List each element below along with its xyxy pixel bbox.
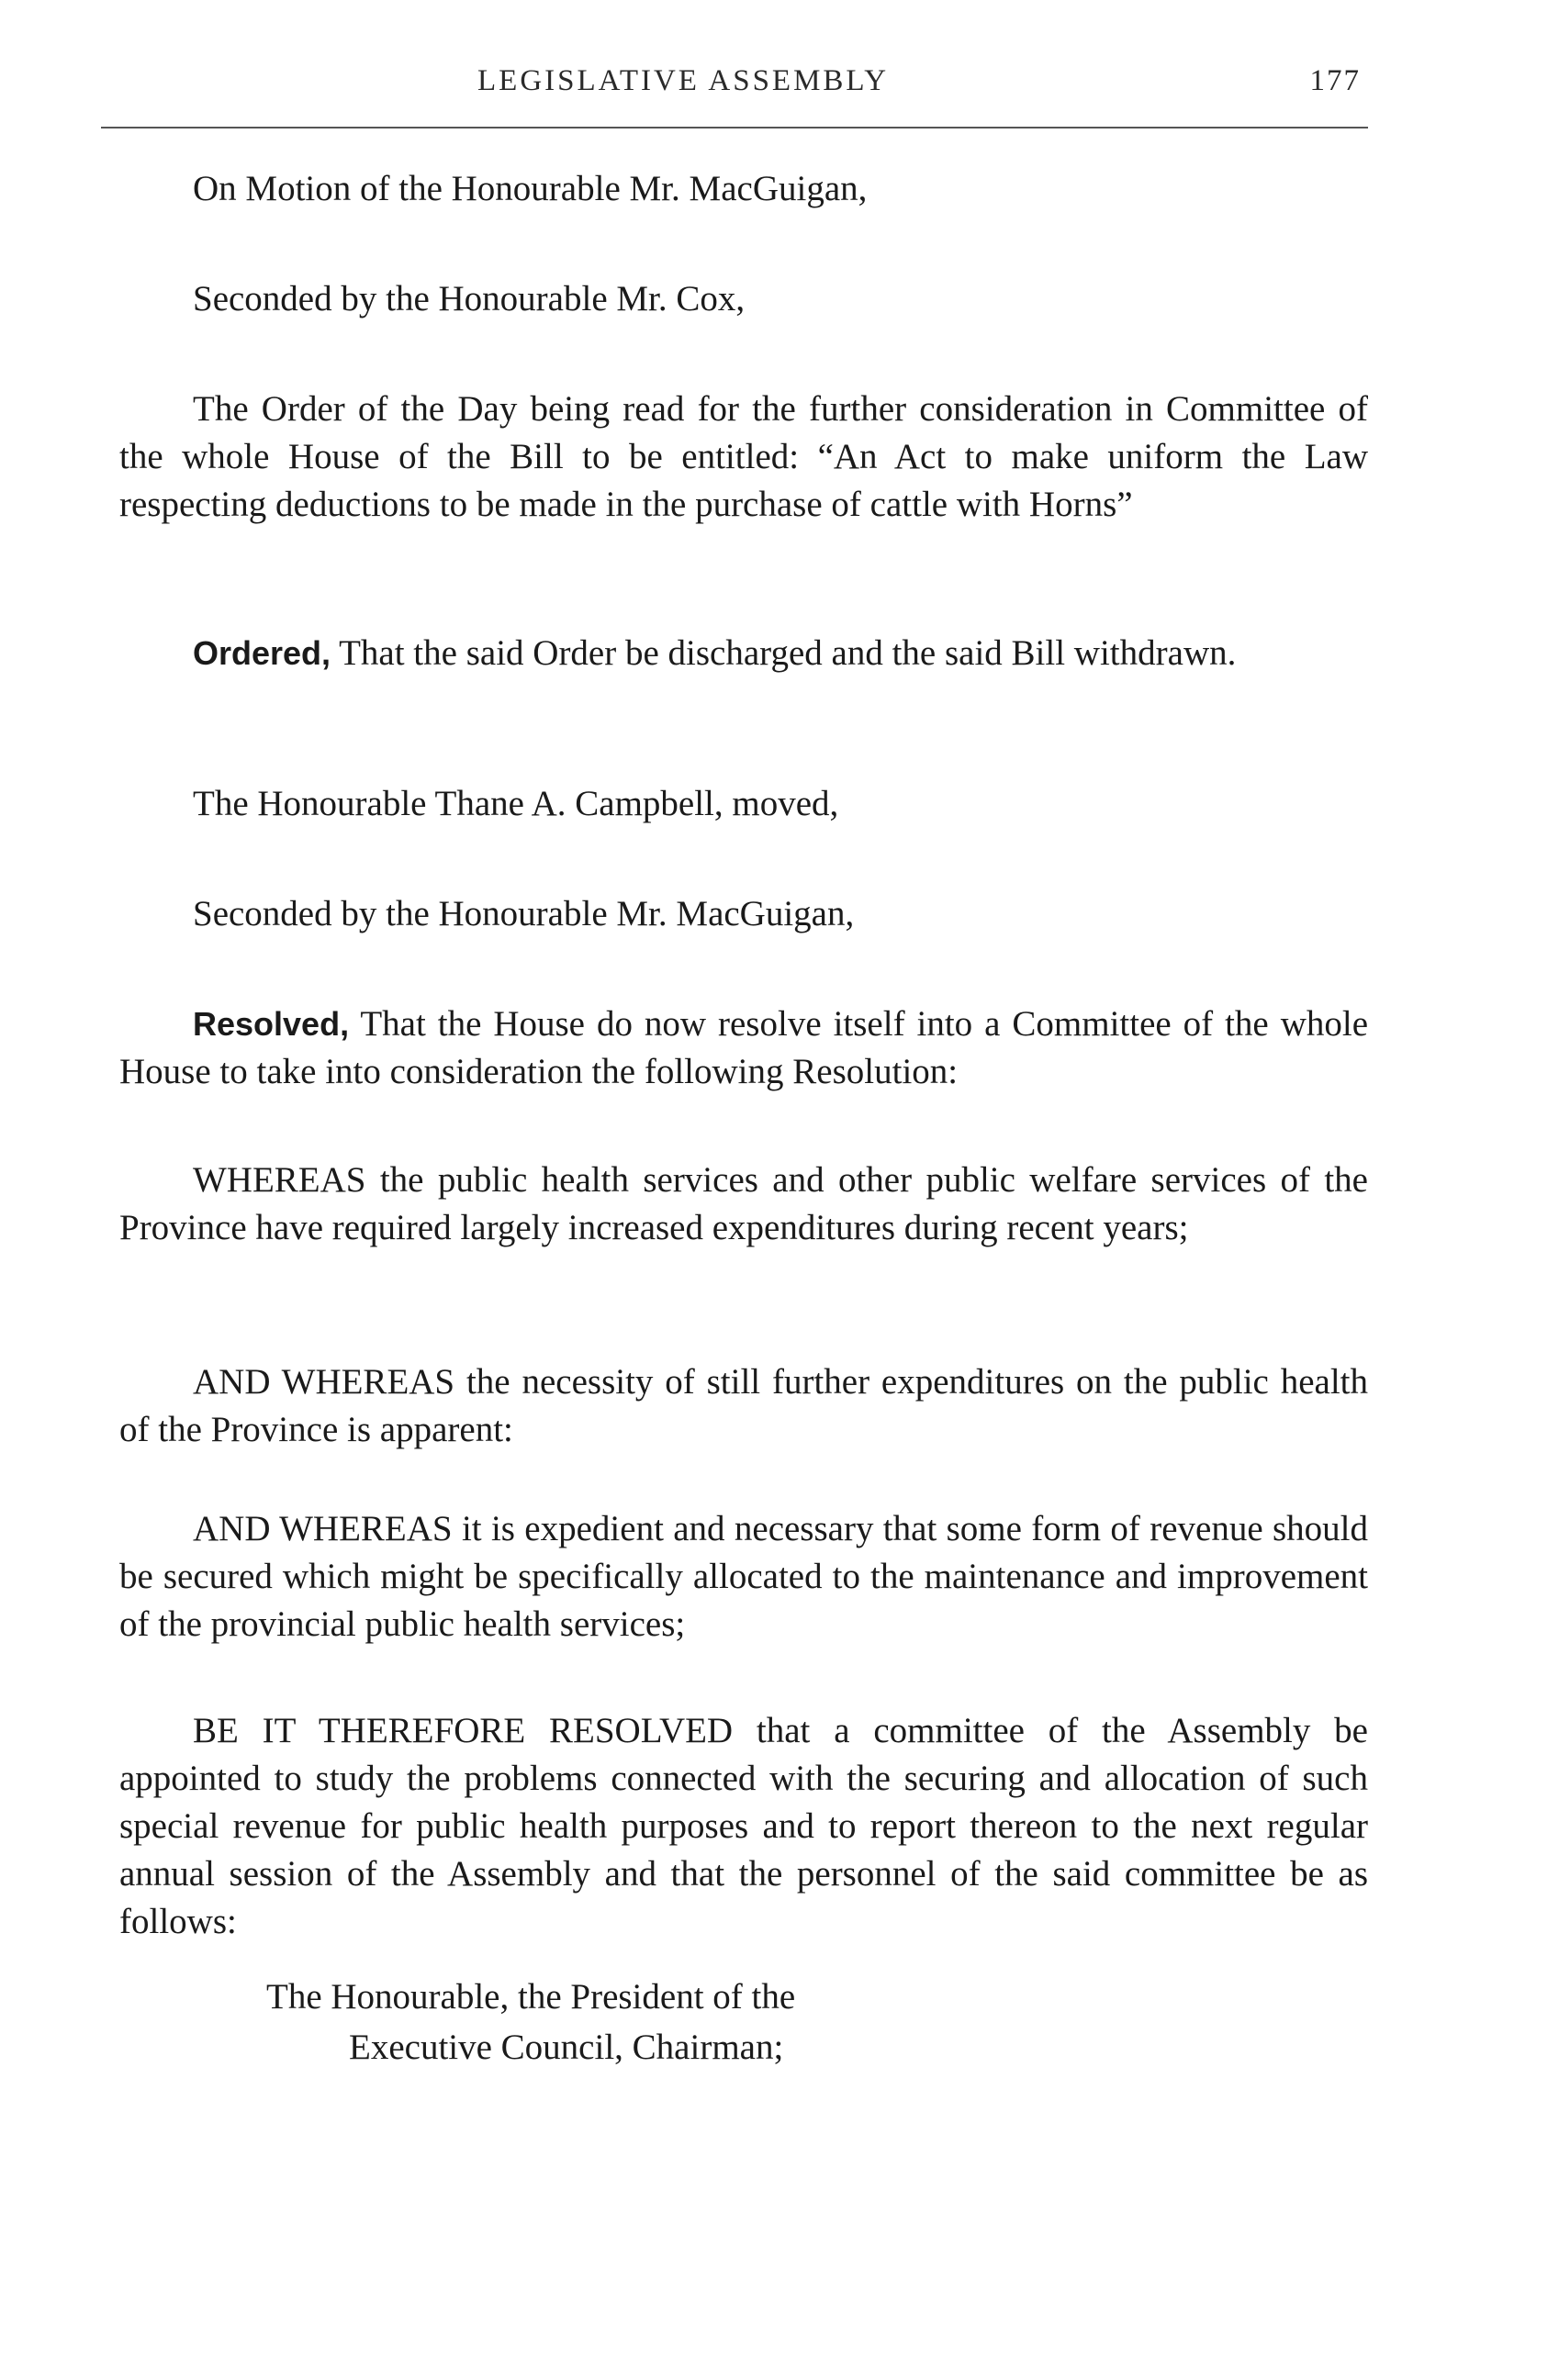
whereas-paragraph-1: WHEREAS the public health services and other public welfare services of the Province have required largely increased expenditures during recent years; xyxy=(119,1160,1368,1247)
be-it-resolved-paragraph: BE IT THEREFORE RESOLVED that a committee of the Assembly be appointed to study the problems connected with the securing and allocation of such special revenue for public health purposes and to report thereon to the next regular annual session of the Assembly and that the personnel of the said committee be as follows: xyxy=(119,1711,1368,1941)
resolved-paragraph xyxy=(119,1000,1368,1096)
ordered-text: That the said Order be discharged and the said Bill withdrawn. xyxy=(331,633,1237,673)
page-header xyxy=(101,64,1368,119)
whereas-paragraph-3: AND WHEREAS it is expedient and necessary that some form of revenue should be secured which might be specifically allocated to the maintenance and improvement of the provincial public health services; xyxy=(119,1509,1368,1644)
seconded-line: Seconded by the Honourable Mr. Cox, xyxy=(193,279,746,318)
ordered-lead: Ordered, xyxy=(193,634,331,672)
motion-line: On Motion of the Honourable Mr. MacGuigan, xyxy=(193,169,868,208)
committee-member-line-2: Executive Council, Chairman; xyxy=(349,2028,784,2067)
ordered-paragraph xyxy=(119,630,1368,677)
committee-member-line-1: The Honourable, the President of the xyxy=(266,1977,796,2017)
seconded-line-2: Seconded by the Honourable Mr. MacGuigan, xyxy=(193,894,855,933)
header-rule xyxy=(101,127,1368,128)
whereas-paragraph-2: AND WHEREAS the necessity of still further expenditures on the public health of the Province is apparent: xyxy=(119,1362,1368,1449)
resolved-lead: Resolved, xyxy=(193,1005,350,1043)
order-of-the-day-paragraph: The Order of the Day being read for the further consideration in Committee of the whole House of the Bill to be entitled: “An Act to make uniform the Law respecting deductions to be made in the purchase of cattle with Horns” xyxy=(119,389,1368,524)
campbell-moved-line: The Honourable Thane A. Campbell, moved, xyxy=(193,784,839,823)
running-title: LEGISLATIVE ASSEMBLY xyxy=(477,64,890,97)
resolved-text: That the House do now resolve itself into a Committee of the whole House to take into consideration the following Resolution: xyxy=(119,1004,1368,1091)
page-number: 177 xyxy=(1309,64,1361,97)
